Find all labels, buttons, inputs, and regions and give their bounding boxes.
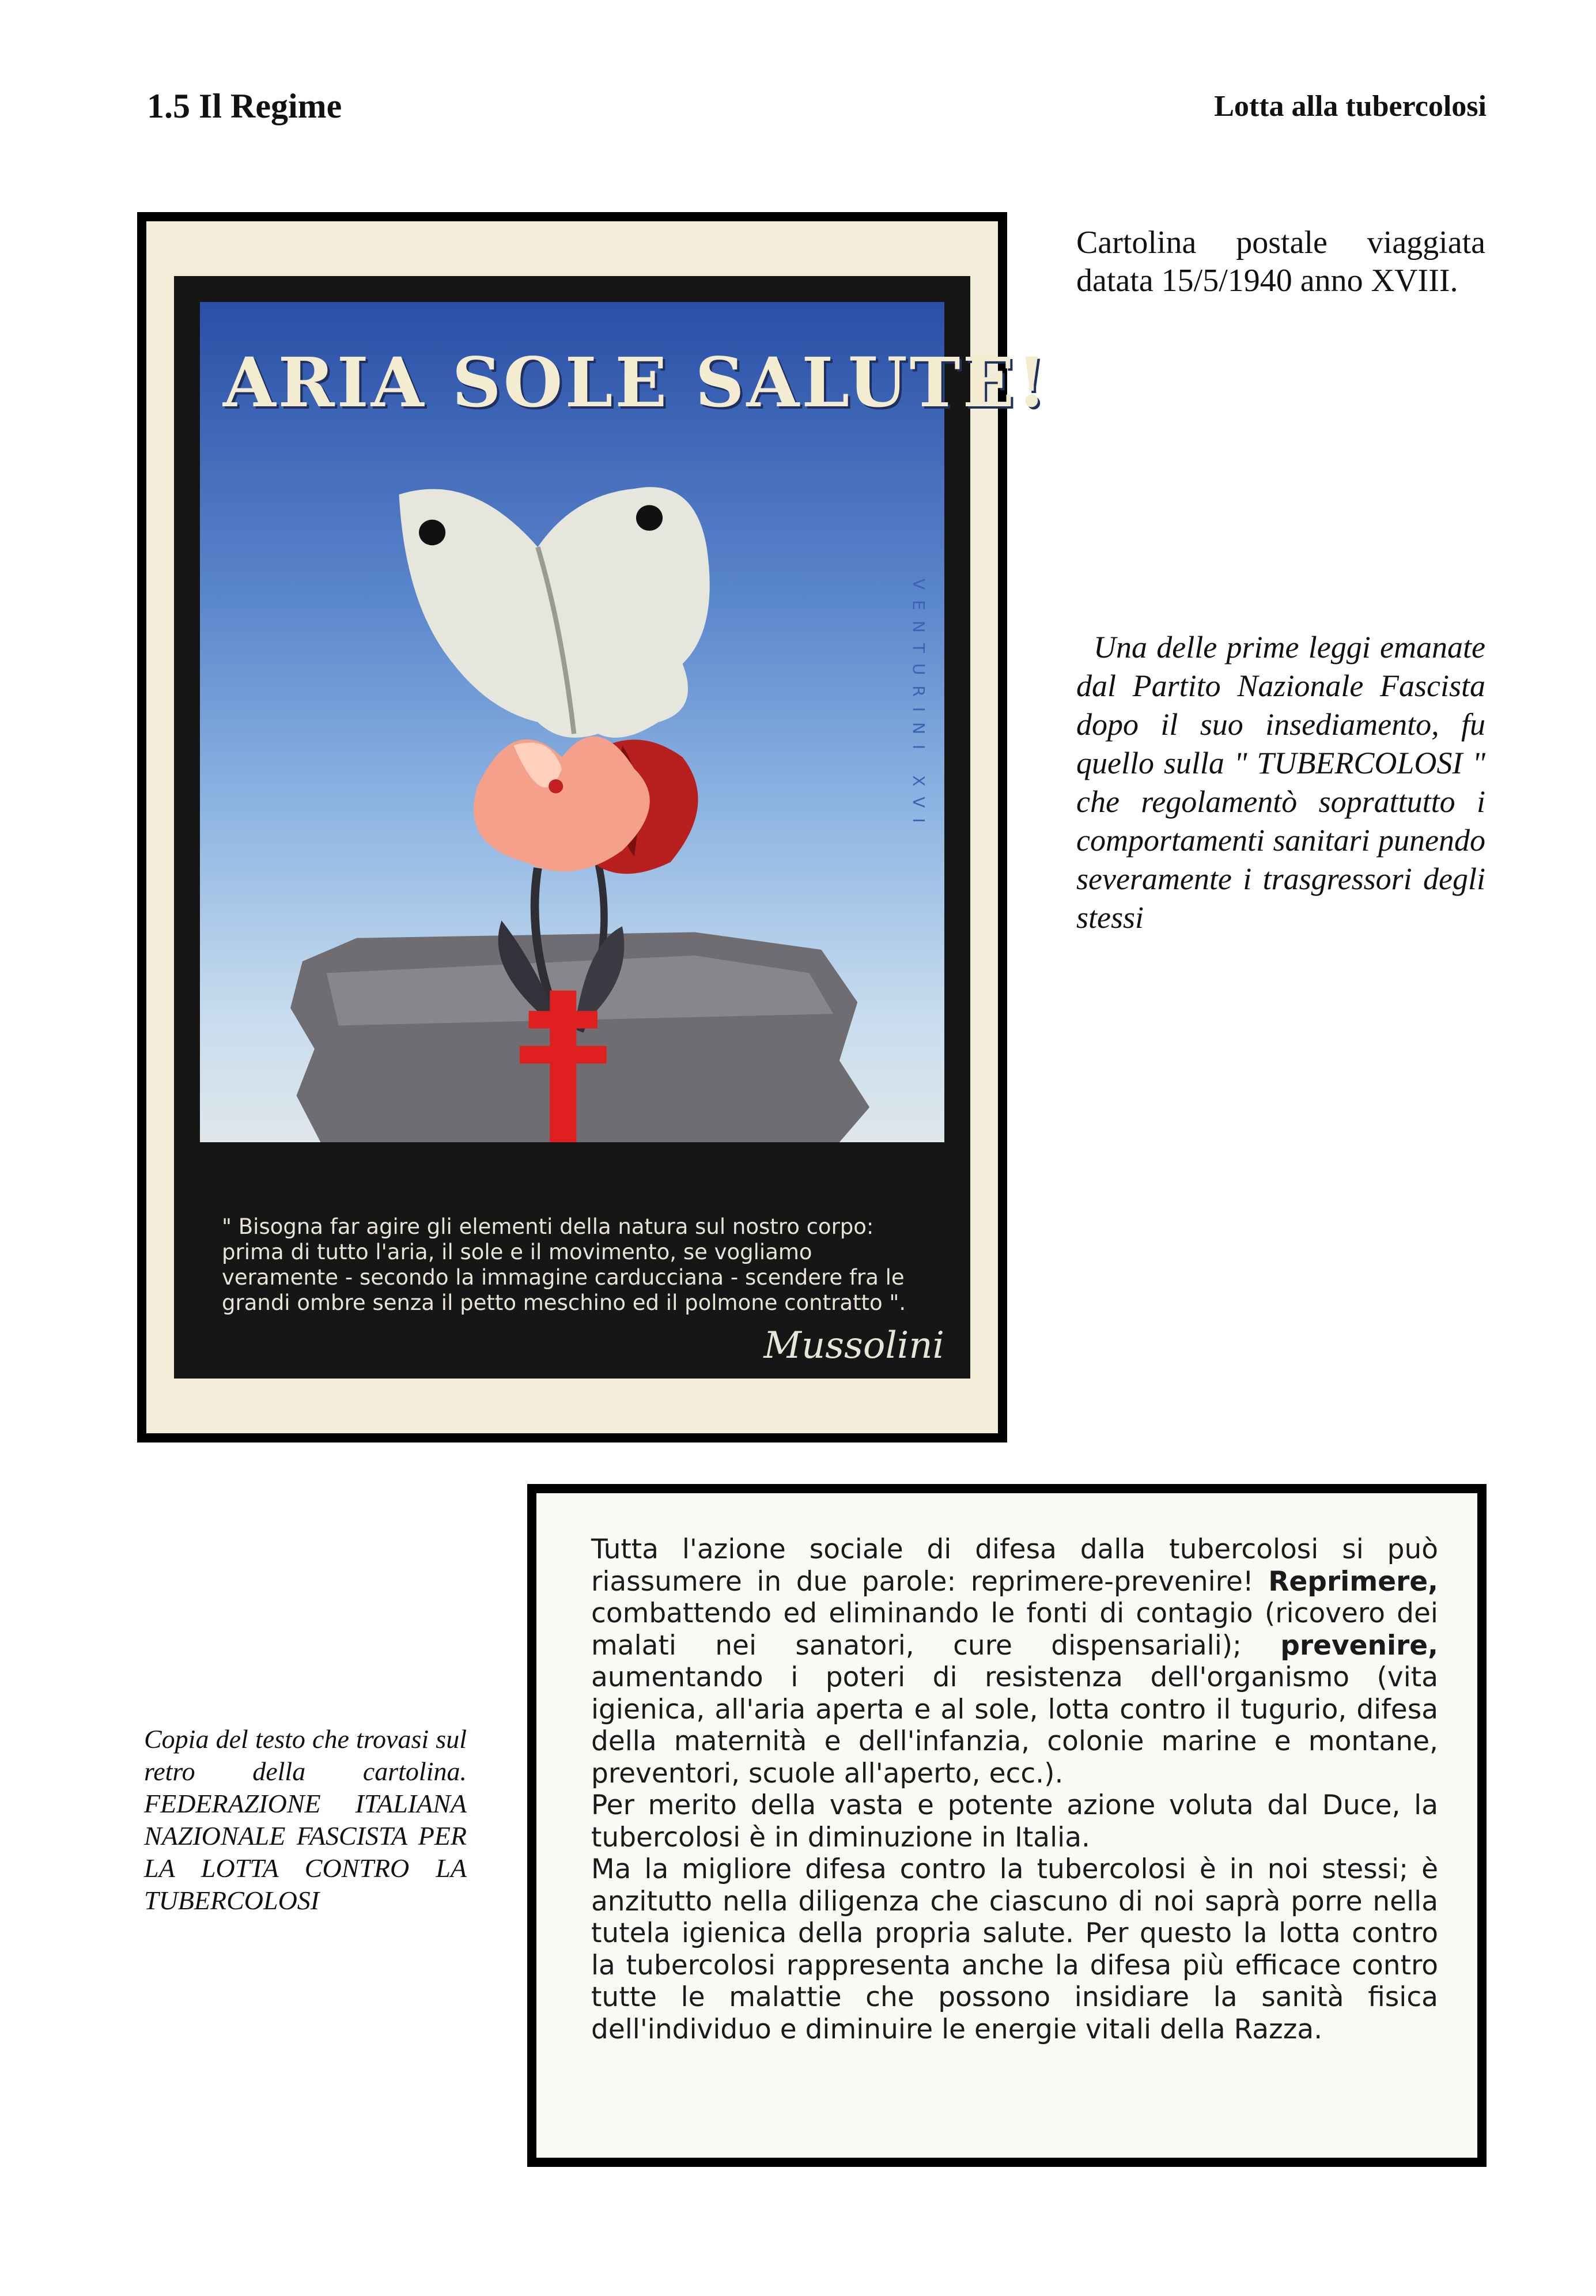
postcard	[137, 212, 1049, 1442]
law-note-caption: Una delle prime leggi emanate dal Partito Nazionale Fascista dopo il suo insediamento, fu quello sulla " TUBERCOLOSI " che regolamentò soprattutto i comportamenti sanitari punendo severamente i trasgressori degli stessi	[1076, 630, 1485, 935]
back-text-duce: Per merito della vasta e potente azione voluta dal Duce, la tubercolosi è in diminuzione in Italia.	[591, 1789, 1438, 1853]
poster-artwork	[200, 302, 1049, 1142]
section-title: 1.5 Il Regime	[147, 87, 342, 125]
postcard-info-caption: Cartolina postale viaggiata datata 15/5/1940 anno XVIII.	[1076, 225, 1485, 299]
artist-signature: VENTURINI XVI	[909, 579, 928, 833]
postcard-image	[174, 276, 1049, 1379]
postcard-back-text	[591, 1534, 1438, 2045]
topic-title: Lotta alla tubercolosi	[1214, 90, 1487, 123]
postcard-back-text-box	[527, 1484, 1487, 2167]
mussolini-signature: Mussolini	[763, 1324, 944, 1367]
keyword-reprimere: Reprimere,	[1268, 1565, 1438, 1598]
back-text-difesa: Ma la migliore difesa contro la tubercolosi è in noi stessi; è anzitutto nella diligenza che ciascuno di noi saprà porre nella tutela igienica della propria salute. Per questo la lotta contro la tubercolosi rappresenta anche la difesa più efficace contro tutte le malattie che possono insidiare la sanità fisica dell'individuo e diminuire le energie vitali della Razza.	[591, 1853, 1438, 2045]
back-copy-caption: Copia del testo che trovasi sul retro della cartolina. FEDERAZIONE ITALIANA NAZIONALE FASCISTA PER LA LOTTA CONTRO LA TUBERCOLOSI	[144, 1724, 467, 1915]
back-text-prevenire: aumentando i poteri di resistenza dell'organismo (vita igienica, all'aria aperta e al sole, lotta contro il tugurio, difesa della maternità e dell'infanzia, colonie marine e montane, preventori, scuole all'aperto, ecc.).	[591, 1661, 1438, 1789]
butterfly-eye	[419, 520, 445, 546]
poster-illustration	[200, 302, 1049, 1142]
back-text-intro: Tutta l'azione sociale di difesa dalla tubercolosi si può riassumere in due parole: reprimere-prevenire!	[591, 1534, 1438, 1598]
poster-title: ARIA SOLE SALUTE!	[223, 342, 1049, 422]
mussolini-quote: " Bisogna far agire gli elementi della natura sul nostro corpo: prima di tutto l'aria, il sole e il movimento, se vogliamo veramente - secondo la immagine carducciana - scendere fra le grandi ombre senza il petto meschino ed il polmone contratto ".	[222, 1214, 906, 1315]
back-text-reprimere: combattendo ed eliminando le fonti di contagio (ricovero dei malati nei sanatori, cure dispensariali);	[591, 1598, 1438, 1661]
keyword-prevenire: prevenire,	[1280, 1629, 1438, 1661]
